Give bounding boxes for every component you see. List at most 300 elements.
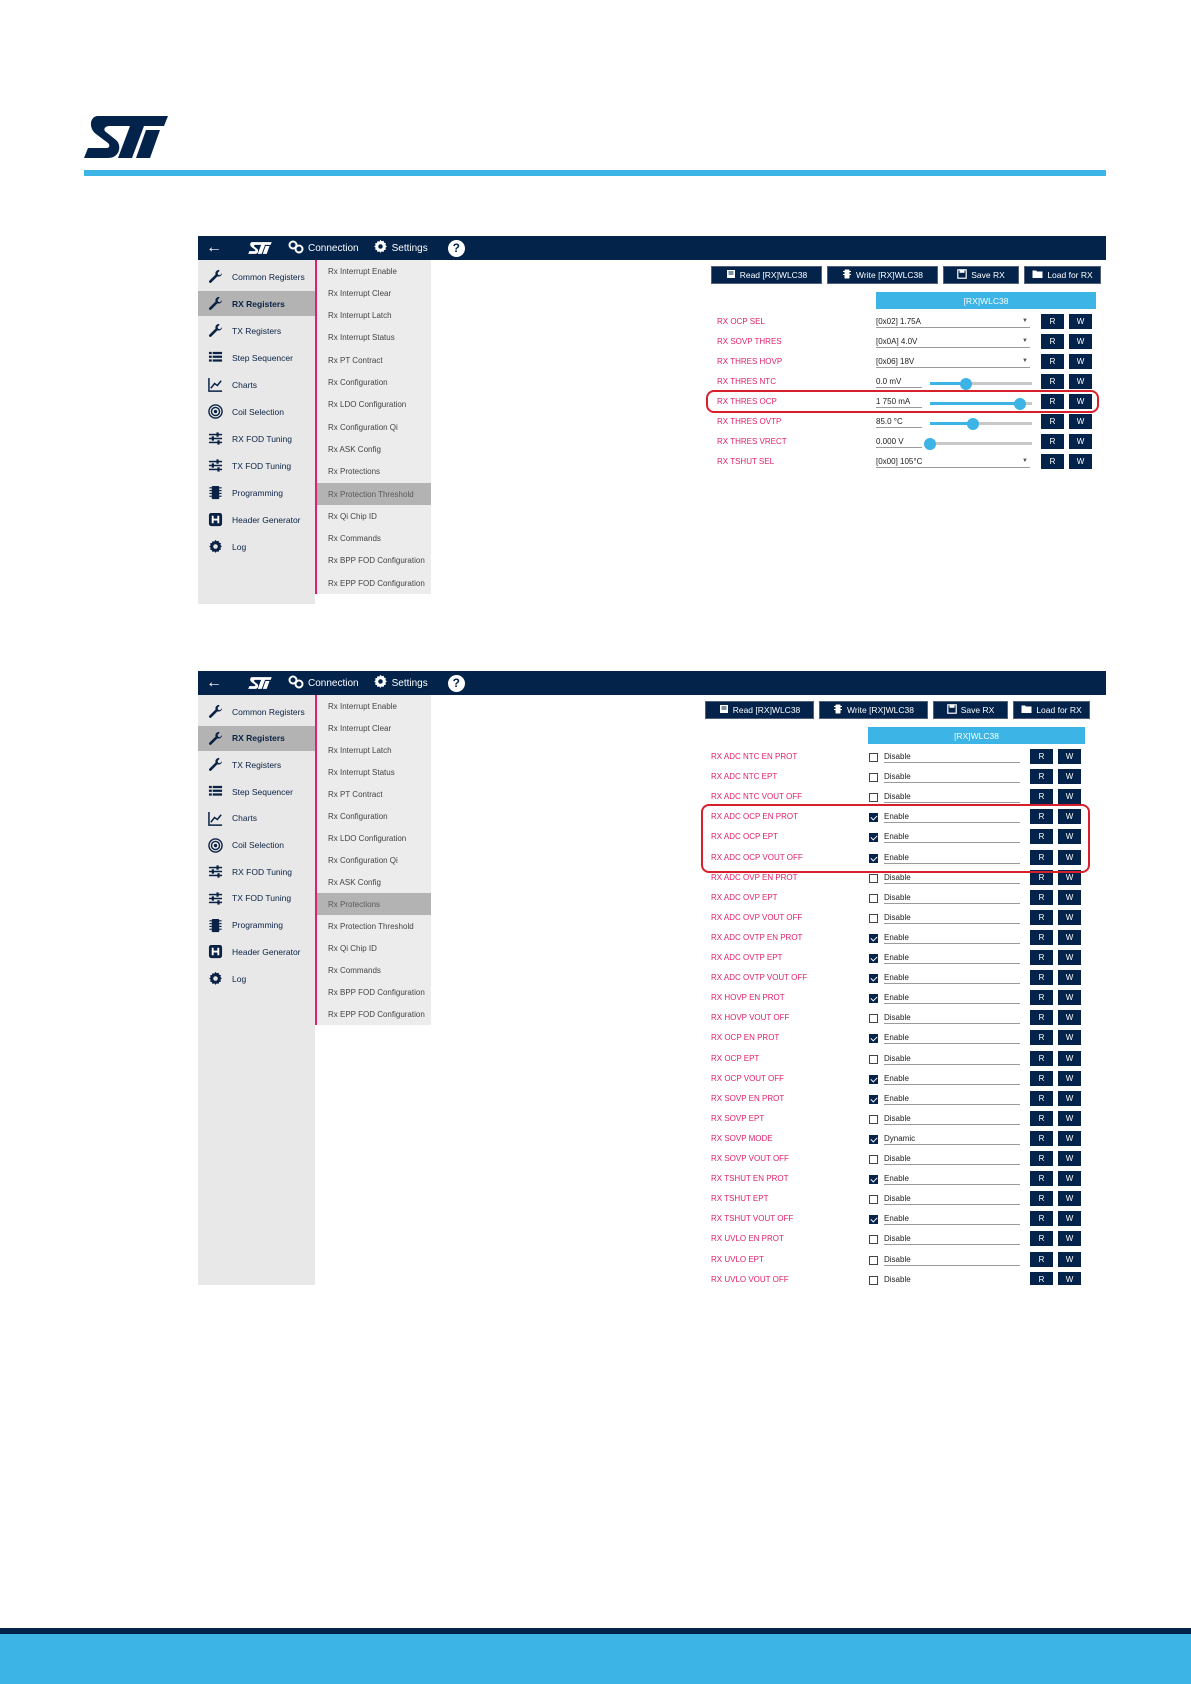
disk-read-icon: [719, 704, 729, 716]
folder-icon: [1032, 269, 1043, 281]
write-register-button[interactable]: W: [1058, 910, 1081, 925]
read-register-button[interactable]: R: [1041, 454, 1064, 469]
register-checkbox-rx-adc-ovtp-ept[interactable]: [869, 954, 878, 963]
sidebar-item-coil-selection[interactable]: [198, 833, 315, 858]
register-select-rx-thres-hovp[interactable]: [876, 355, 1030, 368]
write-register-button[interactable]: W: [1058, 1030, 1081, 1045]
write-register-button[interactable]: W: [1058, 1131, 1081, 1146]
register-checkbox-rx-adc-ovp-vout-off[interactable]: [869, 914, 878, 923]
submenu-item-rx-commands[interactable]: Rx Commands: [328, 534, 381, 544]
sidebar-item-label: Step Sequencer: [232, 352, 293, 363]
register-select-rx-tshut-sel[interactable]: [876, 455, 1030, 468]
sidebar-item-label: Header Generator: [232, 946, 301, 957]
write-register-button[interactable]: W: [1058, 850, 1081, 865]
register-label-rx-thres-hovp: RX THRES HOVP: [717, 357, 783, 366]
connection-button[interactable]: [288, 240, 359, 257]
sidebar-item-rx-fod-tuning[interactable]: [198, 426, 315, 451]
sidebar-item-label: RX Registers: [232, 733, 285, 744]
read-register-button[interactable]: R: [1030, 1231, 1053, 1246]
chevron-down-icon: ▼: [1022, 358, 1028, 364]
write-register-button[interactable]: W: [1069, 414, 1092, 429]
sidebar-item-rx-fod-tuning[interactable]: [198, 859, 315, 884]
h-icon: [207, 512, 223, 528]
write-register-button[interactable]: W: [1058, 1091, 1081, 1106]
read-register-button[interactable]: R: [1041, 354, 1064, 369]
sidebar-item-common-registers[interactable]: [198, 264, 315, 289]
register-value-rx-adc-ovp-ept: Disable: [884, 892, 1020, 904]
submenu-item-rx-interrupt-latch[interactable]: Rx Interrupt Latch: [328, 745, 392, 755]
connection-label: Connection: [308, 677, 359, 689]
register-value-rx-uvlo-ept: Disable: [884, 1254, 1020, 1266]
write-register-button[interactable]: W: [1058, 990, 1081, 1005]
write-register-button[interactable]: W: [1058, 950, 1081, 965]
register-checkbox-rx-sovp-ept[interactable]: [869, 1115, 878, 1124]
sidebar-item-log[interactable]: [198, 966, 315, 991]
register-value-rx-adc-ocp-en-prot: Enable: [884, 811, 1020, 823]
read-register-button[interactable]: R: [1030, 1030, 1053, 1045]
chip-icon: [833, 704, 843, 716]
wrench-icon: [207, 296, 223, 312]
register-checkbox-rx-tshut-vout-off[interactable]: [869, 1215, 878, 1224]
read-register-button[interactable]: R: [1030, 910, 1053, 925]
help-icon: ?: [448, 240, 465, 257]
submenu-item-rx-bpp-fod-configuration[interactable]: Rx BPP FOD Configuration: [328, 556, 425, 566]
sidebar-item-coil-selection[interactable]: [198, 399, 315, 424]
sidebar-item-header-generator[interactable]: [198, 507, 315, 532]
save-button[interactable]: [943, 266, 1019, 284]
write-register-button[interactable]: W: [1058, 1252, 1081, 1267]
register-value-rx-adc-ovtp-ept: Enable: [884, 952, 1020, 964]
write-register-button[interactable]: W: [1058, 890, 1081, 905]
register-label-rx-thres-ntc: RX THRES NTC: [717, 377, 776, 386]
read-register-button[interactable]: R: [1041, 394, 1064, 409]
gear-icon: [207, 971, 223, 987]
chip-icon: [207, 485, 223, 501]
read-register-button[interactable]: R: [1030, 1071, 1053, 1086]
read-register-button[interactable]: R: [1030, 1091, 1053, 1106]
register-value-rx-adc-ntc-ept: Disable: [884, 771, 1020, 783]
read-register-button[interactable]: R: [1041, 334, 1064, 349]
submenu-item-rx-configuration-qi[interactable]: Rx Configuration Qi: [328, 855, 398, 865]
back-arrow-icon[interactable]: ←: [206, 674, 222, 691]
read-register-button[interactable]: R: [1030, 1211, 1053, 1226]
register-checkbox-rx-adc-ntc-ept[interactable]: [869, 773, 878, 782]
register-checkbox-rx-adc-ntc-en-prot[interactable]: [869, 753, 878, 762]
sidebar-item-label: Header Generator: [232, 514, 301, 525]
chevron-down-icon: ▼: [1022, 318, 1028, 324]
read-register-button[interactable]: R: [1030, 950, 1053, 965]
settings-label: Settings: [391, 677, 428, 689]
submenu-item-rx-interrupt-enable[interactable]: Rx Interrupt Enable: [328, 266, 397, 276]
list-icon: [207, 350, 223, 366]
settings-label: Settings: [391, 242, 428, 254]
select-value: [0x00] 105°C: [876, 456, 923, 466]
register-label-rx-tshut-vout-off: RX TSHUT VOUT OFF: [711, 1214, 794, 1223]
register-value-rx-thres-ovtp[interactable]: 85.0 °C: [876, 415, 922, 428]
read-register-button[interactable]: R: [1030, 850, 1053, 865]
read-register-button[interactable]: R: [1030, 930, 1053, 945]
load-button[interactable]: [1024, 266, 1101, 284]
register-label-rx-hovp-vout-off: RX HOVP VOUT OFF: [711, 1013, 790, 1022]
read-register-button[interactable]: R: [1030, 1272, 1053, 1285]
sliders-icon: [207, 431, 223, 447]
read-register-button[interactable]: R: [1030, 829, 1053, 844]
read-register-button[interactable]: R: [1041, 374, 1064, 389]
chip-icon: [842, 269, 852, 281]
connection-button[interactable]: [288, 675, 359, 692]
register-label-rx-uvlo-vout-off: RX UVLO VOUT OFF: [711, 1275, 789, 1284]
save-icon: [957, 269, 967, 281]
sidebar-item-label: TX FOD Tuning: [232, 893, 292, 904]
submenu-item-rx-interrupt-status[interactable]: Rx Interrupt Status: [328, 333, 395, 343]
sliders-icon: [207, 890, 223, 906]
submenu-item-rx-epp-fod-configuration[interactable]: Rx EPP FOD Configuration: [328, 578, 425, 588]
write-register-button[interactable]: W: [1058, 1231, 1081, 1246]
sidebar-item-label: RX FOD Tuning: [232, 433, 292, 444]
read-register-button[interactable]: R: [1030, 990, 1053, 1005]
submenu-item-rx-protection-threshold[interactable]: Rx Protection Threshold: [317, 483, 431, 505]
chevron-down-icon: ▼: [1022, 458, 1028, 464]
submenu-item-rx-interrupt-enable[interactable]: Rx Interrupt Enable: [328, 701, 397, 711]
sidebar-item-step-sequencer[interactable]: [198, 779, 315, 804]
register-value-rx-tshut-en-prot: Enable: [884, 1173, 1020, 1185]
submenu-item-rx-interrupt-clear[interactable]: Rx Interrupt Clear: [328, 288, 392, 298]
read-button[interactable]: [705, 701, 814, 719]
register-label-rx-adc-ntc-ept: RX ADC NTC EPT: [711, 772, 778, 781]
register-label-rx-sovp-mode: RX SOVP MODE: [711, 1134, 773, 1143]
sidebar-item-tx-fod-tuning[interactable]: [198, 886, 315, 911]
submenu-item-rx-interrupt-clear[interactable]: Rx Interrupt Clear: [328, 723, 392, 733]
settings-button[interactable]: [373, 239, 428, 257]
submenu-item-rx-pt-contract[interactable]: Rx PT Contract: [328, 789, 383, 799]
write-register-button[interactable]: W: [1069, 374, 1092, 389]
read-register-button[interactable]: R: [1030, 890, 1053, 905]
submenu-item-rx-epp-fod-configuration[interactable]: Rx EPP FOD Configuration: [328, 1009, 425, 1019]
read-register-button[interactable]: R: [1030, 1131, 1053, 1146]
read-register-button[interactable]: R: [1030, 1191, 1053, 1206]
register-label-rx-sovp-vout-off: RX SOVP VOUT OFF: [711, 1154, 789, 1163]
read-register-button[interactable]: R: [1030, 1171, 1053, 1186]
register-checkbox-rx-ocp-en-prot[interactable]: [869, 1034, 878, 1043]
slider-thumb[interactable]: [967, 418, 979, 430]
write-register-button[interactable]: W: [1058, 1111, 1081, 1126]
read-register-button[interactable]: R: [1030, 749, 1053, 764]
sidebar-item-log[interactable]: [198, 534, 315, 559]
register-label-rx-uvlo-ept: RX UVLO EPT: [711, 1255, 764, 1264]
connection-label: Connection: [308, 242, 359, 254]
sidebar-item-label: Coil Selection: [232, 840, 284, 850]
sidebar-item-label: RX FOD Tuning: [232, 866, 292, 877]
sidebar-item-rx-registers[interactable]: [198, 291, 315, 316]
register-checkbox-rx-tshut-ept[interactable]: [869, 1195, 878, 1204]
sidebar-item-label: Charts: [232, 379, 258, 390]
h-icon: [207, 944, 223, 960]
register-value-rx-hovp-vout-off: Disable: [884, 1012, 1020, 1024]
write-register-button[interactable]: W: [1058, 789, 1081, 804]
save-button-label: Save RX: [960, 705, 995, 715]
wrench-icon: [207, 730, 223, 746]
register-value-rx-thres-ocp[interactable]: 1 750 mA: [876, 395, 922, 408]
register-checkbox-rx-hovp-vout-off[interactable]: [869, 1014, 878, 1023]
footer-band: [0, 1634, 1191, 1684]
submenu: [315, 695, 431, 1025]
submenu-item-rx-protections[interactable]: Rx Protections: [317, 893, 431, 915]
submenu-item-rx-configuration[interactable]: Rx Configuration: [328, 811, 388, 821]
settings-button[interactable]: [373, 674, 428, 692]
register-value-rx-uvlo-vout-off: Disable: [884, 1274, 1020, 1285]
submenu-item-rx-qi-chip-id[interactable]: Rx Qi Chip ID: [328, 511, 377, 521]
chevron-down-icon: ▼: [1022, 338, 1028, 344]
write-register-button[interactable]: W: [1058, 1171, 1081, 1186]
read-register-button[interactable]: R: [1041, 434, 1064, 449]
register-slider-rx-thres-ntc[interactable]: [930, 382, 1032, 385]
select-value: [0x0A] 4.0V: [876, 336, 918, 346]
submenu-item-rx-protections[interactable]: Rx Protections: [328, 467, 381, 477]
write-register-button[interactable]: W: [1058, 1071, 1081, 1086]
sidebar-item-label: TX Registers: [232, 325, 282, 336]
link-icon: [288, 675, 304, 692]
register-value-rx-tshut-vout-off: Enable: [884, 1213, 1020, 1225]
highlight-box: [706, 390, 1099, 413]
submenu-item-rx-pt-contract[interactable]: Rx PT Contract: [328, 355, 383, 365]
register-value-rx-thres-vrect[interactable]: 0.000 V: [876, 435, 922, 448]
register-value-rx-adc-ocp-ept: Enable: [884, 831, 1020, 843]
submenu-item-rx-bpp-fod-configuration[interactable]: Rx BPP FOD Configuration: [328, 987, 425, 997]
register-slider-rx-thres-vrect[interactable]: [930, 442, 1032, 445]
read-register-button[interactable]: R: [1030, 1111, 1053, 1126]
register-value-rx-sovp-en-prot: Enable: [884, 1093, 1020, 1105]
coil-icon: [207, 837, 223, 853]
register-value-rx-adc-ovp-vout-off: Disable: [884, 912, 1020, 924]
write-register-button[interactable]: W: [1058, 829, 1081, 844]
write-register-button[interactable]: W: [1069, 354, 1092, 369]
register-value-rx-adc-ntc-en-prot: Disable: [884, 751, 1020, 763]
write-register-button[interactable]: W: [1069, 334, 1092, 349]
wrench-icon: [207, 323, 223, 339]
register-value-rx-uvlo-en-prot: Disable: [884, 1233, 1020, 1245]
save-icon: [947, 704, 957, 716]
write-register-button[interactable]: W: [1058, 1272, 1081, 1285]
register-label-rx-ocp-vout-off: RX OCP VOUT OFF: [711, 1074, 785, 1083]
register-checkbox-rx-adc-ovp-en-prot[interactable]: [869, 874, 878, 883]
register-value-rx-adc-ovtp-en-prot: Enable: [884, 932, 1020, 944]
register-slider-rx-thres-ovtp[interactable]: [930, 422, 1032, 425]
register-checkbox-rx-sovp-en-prot[interactable]: [869, 1095, 878, 1104]
sidebar-item-common-registers[interactable]: [198, 699, 315, 724]
sidebar-item-label: TX Registers: [232, 759, 282, 770]
sidebar-item-tx-fod-tuning[interactable]: [198, 453, 315, 478]
register-checkbox-rx-ocp-ept[interactable]: [869, 1055, 878, 1064]
read-register-button[interactable]: R: [1030, 789, 1053, 804]
register-checkbox-rx-adc-ovp-ept[interactable]: [869, 894, 878, 903]
register-checkbox-rx-uvlo-en-prot[interactable]: [869, 1235, 878, 1244]
register-label-rx-adc-ntc-vout-off: RX ADC NTC VOUT OFF: [711, 792, 802, 801]
slider-thumb[interactable]: [924, 438, 936, 450]
folder-icon: [1021, 704, 1032, 716]
write-register-button[interactable]: W: [1058, 970, 1081, 985]
submenu-item-rx-configuration[interactable]: Rx Configuration: [328, 378, 388, 387]
register-value-rx-ocp-en-prot: Enable: [884, 1032, 1020, 1044]
write-button[interactable]: [819, 701, 928, 719]
write-register-button[interactable]: W: [1069, 454, 1092, 469]
sidebar-item-label: Coil Selection: [232, 406, 284, 417]
register-value-rx-ocp-ept: Disable: [884, 1053, 1020, 1065]
sidebar-item-label: Log: [232, 541, 247, 552]
read-register-button[interactable]: R: [1030, 809, 1053, 824]
sidebar-item-charts[interactable]: [198, 372, 315, 397]
device-header: [RX]WLC38: [868, 727, 1085, 744]
register-label-rx-uvlo-en-prot: RX UVLO EN PROT: [711, 1234, 784, 1243]
register-label-rx-sovp-thres: RX SOVP THRES: [717, 337, 782, 346]
sidebar-item-rx-registers[interactable]: [198, 726, 315, 751]
write-register-button[interactable]: W: [1069, 394, 1092, 409]
submenu-item-rx-interrupt-status[interactable]: Rx Interrupt Status: [328, 767, 395, 777]
register-checkbox-rx-ocp-vout-off[interactable]: [869, 1075, 878, 1084]
sidebar: [198, 260, 315, 604]
register-select-rx-sovp-thres[interactable]: [876, 335, 1030, 348]
link-icon: [288, 240, 304, 257]
sidebar-item-programming[interactable]: [198, 913, 315, 938]
register-checkbox-rx-tshut-en-prot[interactable]: [869, 1175, 878, 1184]
help-button[interactable]: [448, 675, 465, 692]
register-label-rx-tshut-sel: RX TSHUT SEL: [717, 457, 775, 466]
register-value-rx-tshut-ept: Disable: [884, 1193, 1020, 1205]
register-select-rx-ocp-sel[interactable]: [876, 315, 1030, 328]
write-register-button[interactable]: W: [1058, 1191, 1081, 1206]
sidebar-item-label: Log: [232, 973, 247, 984]
write-register-button[interactable]: W: [1058, 809, 1081, 824]
write-register-button[interactable]: W: [1058, 1051, 1081, 1066]
help-button[interactable]: [448, 240, 465, 257]
list-icon: [207, 784, 223, 800]
register-value-rx-adc-ocp-vout-off: Enable: [884, 852, 1020, 864]
register-checkbox-rx-adc-ovtp-vout-off[interactable]: [869, 974, 878, 983]
write-register-button[interactable]: W: [1058, 1151, 1081, 1166]
read-button-label: Read [RX]WLC38: [739, 270, 808, 280]
read-register-button[interactable]: R: [1030, 870, 1053, 885]
sidebar: [198, 695, 315, 1285]
load-button[interactable]: [1013, 701, 1090, 719]
write-register-button[interactable]: W: [1058, 870, 1081, 885]
submenu-item-rx-commands[interactable]: Rx Commands: [328, 965, 381, 975]
top-toolbar: [198, 236, 1106, 260]
sidebar-item-charts[interactable]: [198, 806, 315, 831]
load-button-label: Load for RX: [1036, 705, 1082, 715]
submenu-item-rx-configuration-qi[interactable]: Rx Configuration Qi: [328, 422, 398, 432]
write-button[interactable]: [827, 266, 938, 284]
read-button[interactable]: [711, 266, 822, 284]
register-label-rx-thres-ovtp: RX THRES OVTP: [717, 417, 782, 426]
disk-read-icon: [726, 269, 736, 281]
write-register-button[interactable]: W: [1058, 1010, 1081, 1025]
select-value: [0x06] 18V: [876, 356, 915, 366]
read-register-button[interactable]: R: [1030, 1010, 1053, 1025]
sidebar-item-label: RX Registers: [232, 298, 285, 309]
register-label-rx-adc-ovp-vout-off: RX ADC OVP VOUT OFF: [711, 913, 803, 922]
register-value-rx-sovp-vout-off: Disable: [884, 1153, 1020, 1165]
read-register-button[interactable]: R: [1041, 414, 1064, 429]
write-register-button[interactable]: W: [1058, 769, 1081, 784]
select-value: [0x02] 1.75A: [876, 316, 921, 326]
register-checkbox-rx-sovp-vout-off[interactable]: [869, 1155, 878, 1164]
submenu-item-rx-ldo-configuration[interactable]: Rx LDO Configuration: [328, 833, 407, 843]
wrench-icon: [207, 757, 223, 773]
write-register-button[interactable]: W: [1058, 749, 1081, 764]
register-value-rx-sovp-mode: Dynamic: [884, 1133, 1020, 1145]
submenu-item-rx-ask-config[interactable]: Rx ASK Config: [328, 877, 381, 887]
register-checkbox-rx-adc-ntc-vout-off[interactable]: [869, 793, 878, 802]
sidebar-item-label: Common Registers: [232, 271, 305, 282]
sidebar-item-label: Step Sequencer: [232, 786, 293, 797]
sidebar-item-tx-registers[interactable]: [198, 752, 315, 777]
back-arrow-icon[interactable]: ←: [206, 239, 222, 256]
submenu: [315, 260, 431, 594]
read-register-button[interactable]: R: [1030, 1051, 1053, 1066]
load-button-label: Load for RX: [1047, 270, 1093, 280]
sidebar-item-label: TX FOD Tuning: [232, 460, 292, 471]
read-register-button[interactable]: R: [1030, 1151, 1053, 1166]
sidebar-item-label: Programming: [232, 487, 284, 498]
read-register-button[interactable]: R: [1030, 1252, 1053, 1267]
chip-icon: [207, 917, 223, 933]
wrench-icon: [207, 269, 223, 285]
register-checkbox-rx-adc-ovtp-en-prot[interactable]: [869, 934, 878, 943]
highlight-box: [701, 804, 1090, 873]
submenu-item-rx-qi-chip-id[interactable]: Rx Qi Chip ID: [328, 943, 377, 953]
submenu-item-rx-interrupt-latch[interactable]: Rx Interrupt Latch: [328, 311, 392, 321]
register-checkbox-rx-uvlo-ept[interactable]: [869, 1256, 878, 1265]
register-checkbox-rx-hovp-en-prot[interactable]: [869, 994, 878, 1003]
save-button-label: Save RX: [971, 270, 1005, 280]
slider-thumb[interactable]: [960, 378, 972, 390]
sidebar-item-step-sequencer[interactable]: [198, 345, 315, 370]
register-label-rx-adc-ntc-en-prot: RX ADC NTC EN PROT: [711, 752, 798, 761]
read-register-button[interactable]: R: [1030, 970, 1053, 985]
read-button-label: Read [RX]WLC38: [732, 705, 801, 715]
device-header: [RX]WLC38: [876, 292, 1096, 309]
st-logo-small: [248, 676, 278, 690]
write-register-button[interactable]: W: [1069, 434, 1092, 449]
save-button[interactable]: [933, 701, 1008, 719]
gear-icon: [207, 539, 223, 555]
sidebar-item-label: Common Registers: [232, 706, 305, 717]
screenshot-protections: [198, 671, 1106, 1285]
coil-icon: [207, 404, 223, 420]
register-checkbox-rx-sovp-mode[interactable]: [869, 1135, 878, 1144]
submenu-item-rx-ask-config[interactable]: Rx ASK Config: [328, 444, 381, 454]
submenu-item-rx-ldo-configuration[interactable]: Rx LDO Configuration: [328, 400, 407, 410]
submenu-item-rx-protection-threshold[interactable]: Rx Protection Threshold: [328, 921, 414, 931]
sliders-icon: [207, 864, 223, 880]
st-logo: [84, 112, 168, 162]
write-register-button[interactable]: W: [1058, 930, 1081, 945]
sidebar-item-label: Programming: [232, 920, 284, 931]
gear-icon: [373, 674, 388, 692]
read-register-button[interactable]: R: [1030, 769, 1053, 784]
sidebar-item-programming[interactable]: [198, 480, 315, 505]
read-register-button[interactable]: R: [1041, 314, 1064, 329]
register-label-rx-ocp-ept: RX OCP EPT: [711, 1054, 760, 1063]
register-value-rx-thres-ntc[interactable]: 0.0 mV: [876, 375, 922, 388]
sidebar-item-header-generator[interactable]: [198, 939, 315, 964]
sidebar-item-tx-registers[interactable]: [198, 318, 315, 343]
write-register-button[interactable]: W: [1058, 1211, 1081, 1226]
sidebar-item-label: Charts: [232, 813, 258, 824]
st-logo-small: [248, 241, 278, 255]
register-checkbox-rx-uvlo-vout-off[interactable]: [869, 1276, 878, 1285]
register-label-rx-ocp-sel: RX OCP SEL: [717, 317, 765, 326]
write-register-button[interactable]: W: [1069, 314, 1092, 329]
